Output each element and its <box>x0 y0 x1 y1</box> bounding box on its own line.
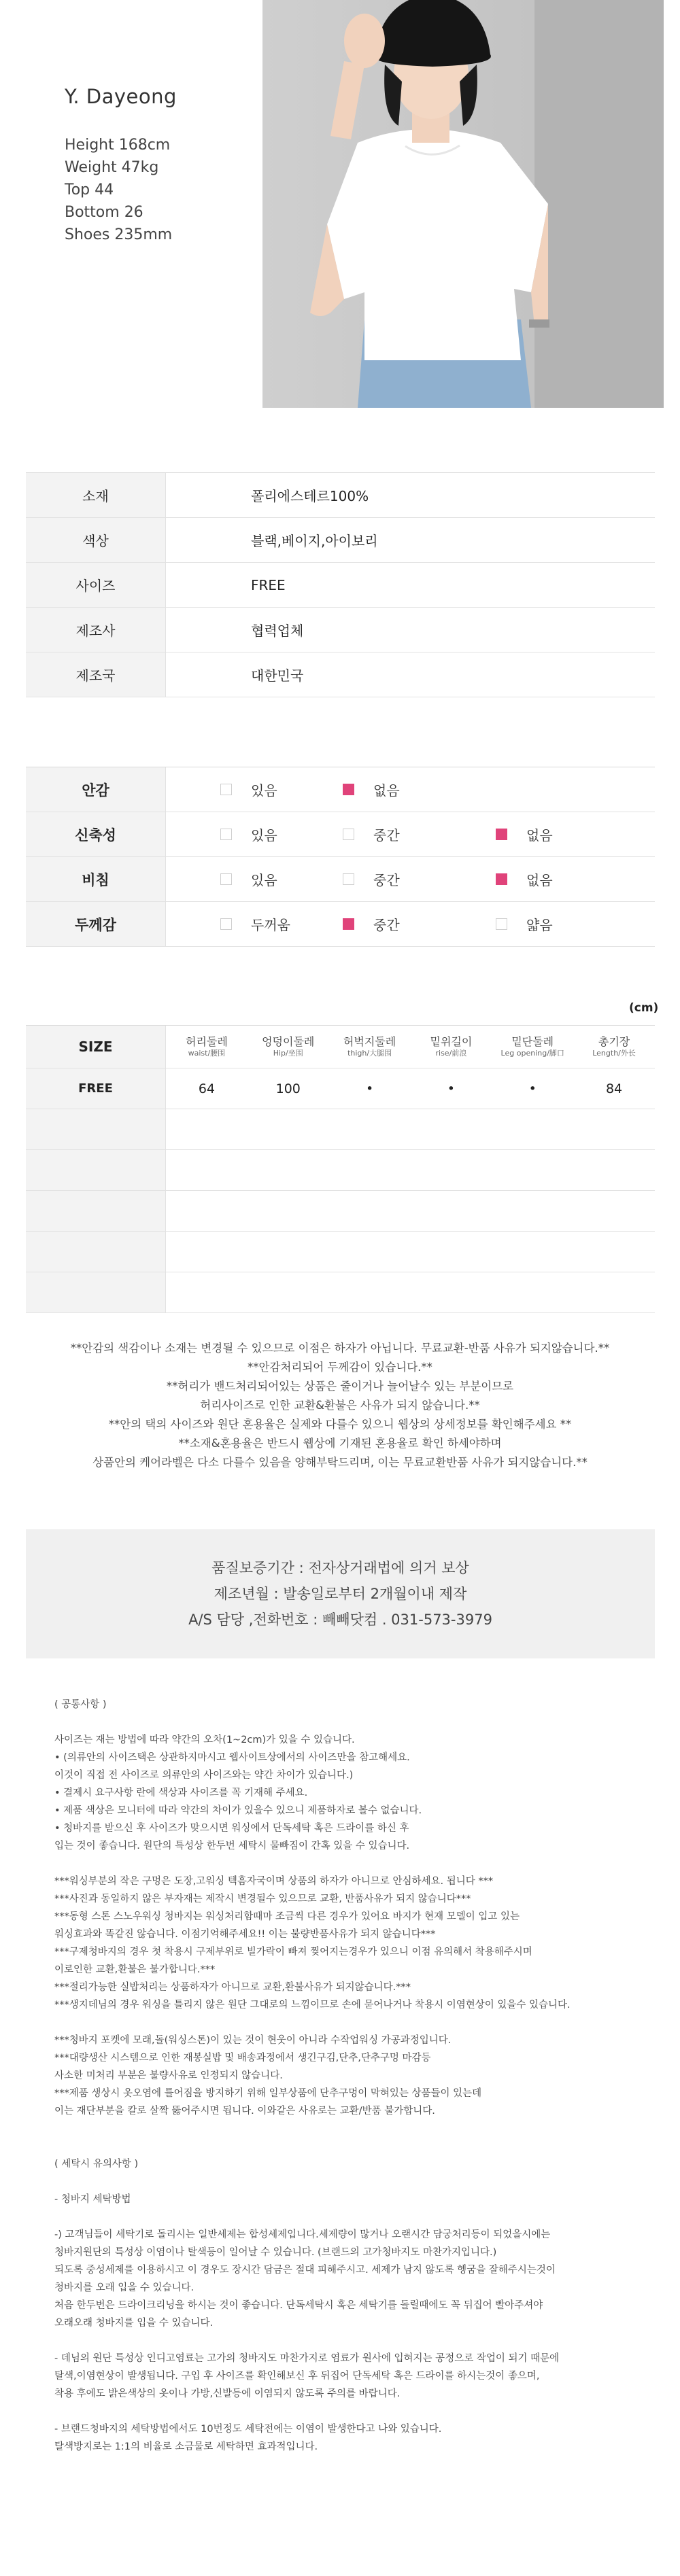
rating-option <box>220 857 277 901</box>
manufacture-date: 제조년월 : 발송일로부터 2개월이내 제작 <box>214 1586 467 1602</box>
checkbox-checked-icon <box>343 784 354 795</box>
column-en: rise/前浪 <box>435 1049 467 1058</box>
rating-row-thickness <box>26 902 655 947</box>
body-line: ***대량생산 시스템으로 인한 재봉실밥 및 배송과정에서 생긴구김,단추,단추구멍 마감등 <box>54 2053 431 2064</box>
spacer <box>54 2173 639 2191</box>
model-bottom-size: Bottom 26 <box>65 204 143 221</box>
spec-label: 제조사 <box>26 608 166 652</box>
notice-line: 허리사이즈로 인한 교환&환불은 사유가 되지 않습니다.** <box>200 1399 480 1412</box>
checkbox-checked-icon <box>343 918 354 930</box>
spec-value: 협력업체 <box>251 623 304 639</box>
model-name: Y. Dayeong <box>65 85 177 108</box>
body-line: 이는 재단부분을 칼로 살짝 뚫어주시면 됩니다. 이와같은 사유로는 교환/반품 불가합니다. <box>54 2106 435 2117</box>
checkbox-icon <box>220 918 232 930</box>
notice-line: **안의 택의 사이즈와 원단 혼용율은 실제와 다를수 있으니 웹상의 상세정보를 확인해주세요 ** <box>108 1418 572 1431</box>
rating-row-stretch <box>26 812 655 857</box>
rating-label: 두께감 <box>26 902 166 946</box>
spec-label: 제조국 <box>26 652 166 697</box>
spec-row-size <box>26 563 655 608</box>
body-line: • 청바지를 받으신 후 사이즈가 맞으시면 워싱에서 단독세탁 혹은 드라이를 하신 후 <box>54 1823 409 1834</box>
body-line: • (의류안의 사이즈택은 상관하지마시고 웹사이트상에서의 사이즈만을 참고해세요. <box>54 1752 410 1763</box>
body-line: ***제품 생상시 옷오염에 틀어짐을 방지하기 위해 일부상품에 단추구멍이 막혀있는 상품들이 있는데 <box>54 2088 482 2099</box>
notice-line: **소재&혼용율은 반드시 웹상에 기재된 혼용율로 확인 하세야하며 <box>178 1437 502 1450</box>
rating-row-lining <box>26 767 655 812</box>
model-shoe-size: Shoes 235mm <box>65 226 173 243</box>
spec-row-color <box>26 518 655 563</box>
column-en: thigh/大腿围 <box>347 1049 392 1058</box>
notice-line: **허리가 밴드처리되어있는 상품은 줄이거나 늘어날수 있는 부분이므로 <box>166 1380 514 1393</box>
size-column-header <box>492 1026 573 1068</box>
checkbox-icon <box>220 829 232 840</box>
spec-row-manufacturer <box>26 608 655 652</box>
model-photo-illustration <box>262 0 664 408</box>
size-column-header <box>573 1026 655 1068</box>
spacer <box>54 2014 639 2032</box>
size-header-row <box>26 1026 655 1068</box>
size-row-empty <box>26 1109 655 1150</box>
size-row-empty <box>26 1191 655 1232</box>
rating-label: 안감 <box>26 767 166 812</box>
body-line: 입는 것이 좋습니다. 원단의 특성상 한두번 세탁시 물빠짐이 간혹 있을 수 있습니다. <box>54 1841 410 1851</box>
column-en: waist/腰围 <box>188 1049 226 1058</box>
spacer <box>54 2208 639 2226</box>
notice-line: 상품안의 케어라벨은 다소 다를수 있음을 양해부탁드리며, 이는 무료교환반품 사유가 되지않습니다.** <box>92 1456 588 1469</box>
spec-label: 소재 <box>26 473 166 517</box>
rating-option-label: 중간 <box>373 827 400 843</box>
size-header-label: SIZE <box>26 1026 166 1068</box>
body-line: 처음 한두번은 드라이크리닝을 하시는 것이 좋습니다. 단독세탁시 혹은 세탁기를 돌릴때에도 꼭 뒤집어 빨아주셔야 <box>54 2300 543 2311</box>
rating-option <box>220 767 277 812</box>
column-ko: 밑위길이 <box>430 1035 473 1048</box>
rating-option-label: 얇음 <box>526 917 553 933</box>
body-line: ***구제청바지의 경우 첫 착용시 구제부위로 빌가락이 빠져 찢어지는경우가 있으니 이점 유의해서 착용해주시며 <box>54 1947 532 1957</box>
body-line: ***생지데님의 경우 워싱을 틀리지 않은 원단 그대로의 느낌이므로 손에 묻어나거나 착용시 이염현상이 있을수 있습니다. <box>54 2000 571 2011</box>
checkbox-icon <box>220 873 232 885</box>
body-line: • 결제시 요구사항 란에 색상과 사이즈를 꼭 기재해 주세요. <box>54 1788 308 1798</box>
body-line: 이것이 직접 전 사이즈로 의류안의 사이즈와는 약간 차이가 있습니다.) <box>54 1770 354 1781</box>
spec-label: 색상 <box>26 518 166 562</box>
size-value: 64 <box>198 1081 215 1096</box>
size-value: 100 <box>275 1081 301 1096</box>
size-column-header <box>166 1026 248 1068</box>
spacer <box>54 1855 639 1873</box>
rating-option <box>496 902 553 946</box>
column-en: Leg opening/脚口 <box>500 1049 564 1058</box>
spec-row-material <box>26 473 655 518</box>
as-contact: A/S 담당 ,전화번호 : 빼빼닷컴 . 031-573-3979 <box>188 1612 492 1628</box>
product-notices <box>0 1339 680 1472</box>
rating-option-label: 있음 <box>251 782 277 799</box>
guarantee-box <box>26 1529 655 1658</box>
size-row-label: FREE <box>26 1068 166 1109</box>
rating-option <box>496 857 553 901</box>
model-height: Height 168cm <box>65 137 171 154</box>
rating-option <box>496 812 553 856</box>
spec-value: 대한민국 <box>251 667 304 684</box>
body-line: ***청바지 포켓에 모래,돌(워싱스톤)이 있는 것이 현웃이 아니라 수작업워싱 가공과정입니다. <box>54 2035 452 2046</box>
body-line: ***워싱부분의 작은 구멍은 도장,고워싱 텍흠자국이며 상품의 하자가 아니므로 안심하세요. 됩니다 *** <box>54 1876 494 1887</box>
care-instructions <box>54 1696 639 2456</box>
size-column-header <box>248 1026 329 1068</box>
size-column-header <box>329 1026 411 1068</box>
spec-value: 폴리에스테르100% <box>251 488 369 504</box>
spacer <box>54 1713 639 1731</box>
guarantee-period: 품질보증기간 : 전자상거래법에 의거 보상 <box>211 1560 469 1576</box>
size-value: 84 <box>605 1081 623 1096</box>
rating-label: 신축성 <box>26 812 166 856</box>
size-row-empty <box>26 1150 655 1191</box>
size-value: • <box>365 1081 374 1096</box>
column-ko: 허벅지둘레 <box>343 1035 396 1048</box>
body-line: ***절리가능한 실밥처리는 상품하자가 아니므로 교환,환불사유가 되지않습니다.*** <box>54 1982 411 1993</box>
body-line: 착용 후에도 밝은색상의 옷이나 가방,신발등에 이염되지 않도록 주의를 바랍니다. <box>54 2388 401 2399</box>
checkbox-icon <box>496 918 507 930</box>
body-line: - 브랜드청바지의 세탁방법에서도 10번정도 세탁전에는 이염이 발생한다고 나와 있습니다. <box>54 2424 442 2435</box>
rating-row-sheerness <box>26 857 655 902</box>
size-row-empty <box>26 1272 655 1313</box>
checkbox-icon <box>220 784 232 795</box>
spec-row-country <box>26 652 655 697</box>
body-line: • 제품 색상은 모니터에 따라 약간의 차이가 있을수 있으니 제품하자로 볼수 없습니다. <box>54 1805 422 1816</box>
body-line: - 청바지 세탁방법 <box>54 2194 131 2205</box>
rating-option-label: 있음 <box>251 827 277 843</box>
rating-option-label: 두꺼움 <box>251 917 290 933</box>
spec-label: 사이즈 <box>26 563 166 607</box>
body-line: 청바지원단의 특성상 이염이나 탈색등이 일어날 수 있습니다. (브랜드의 고가청바지도 마찬가지입니다.) <box>54 2247 497 2258</box>
rating-option-label: 없음 <box>526 872 553 888</box>
rating-option <box>343 767 400 812</box>
spacer <box>54 2403 639 2420</box>
model-photo <box>262 0 664 408</box>
spec-value: 블랙,베이지,아이보리 <box>251 533 378 549</box>
rating-option-label: 없음 <box>526 827 553 843</box>
rating-option-label: 있음 <box>251 872 277 888</box>
rating-option <box>220 812 277 856</box>
body-line: 워싱효과와 똑같진 않습니다. 이점기억해주세요!! 이는 불량반품사유가 되지 않습니다*** <box>54 1929 436 1940</box>
rating-option <box>343 902 400 946</box>
size-column-header <box>410 1026 492 1068</box>
body-line: 이로인한 교환,환불은 불가합니다.*** <box>54 1964 216 1975</box>
column-ko: 허리둘레 <box>186 1035 228 1048</box>
checkbox-icon <box>343 873 354 885</box>
model-info <box>65 85 241 246</box>
model-top-size: Top 44 <box>65 181 114 198</box>
size-value: • <box>528 1081 537 1096</box>
body-line: 탈색방지로는 1:1의 비율로 소금물로 세탁하면 효과적입니다. <box>54 2441 318 2452</box>
body-line: ( 세탁시 유의사항 ) <box>54 2159 139 2170</box>
column-en: Length/外长 <box>592 1049 636 1058</box>
rating-label: 비침 <box>26 857 166 901</box>
checkbox-checked-icon <box>496 873 507 885</box>
notice-line: **안감의 색감이나 소재는 변경될 수 있으므로 이점은 하자가 아닙니다. 무료교환-반품 사유가 되지않습니다.** <box>70 1342 610 1355</box>
rating-option-label: 중간 <box>373 917 400 933</box>
size-value: • <box>447 1081 455 1096</box>
column-ko: 엉덩이둘레 <box>262 1035 315 1048</box>
size-unit: (cm) <box>629 1001 659 1015</box>
checkbox-icon <box>343 829 354 840</box>
body-line: -) 고객님들이 세탁기로 돌리시는 일반세제는 합성세제입니다.세제량이 많거나 오랜시간 담궁처리등이 되었을시에는 <box>54 2229 551 2240</box>
body-line: 사소한 미처리 부분은 불량사유로 인정되지 않습니다. <box>54 2070 283 2081</box>
spec-value: FREE <box>251 576 286 593</box>
spacer <box>54 2332 639 2350</box>
rating-option <box>343 812 400 856</box>
body-line: ***동형 스톤 스노우워싱 청바지는 워싱처리함때마 조금씩 다른 경우가 있어요 바지가 현재 모델이 입고 있는 <box>54 1911 520 1922</box>
rating-option-label: 중간 <box>373 872 400 888</box>
rating-option <box>220 902 290 946</box>
fabric-rating-table <box>26 767 655 947</box>
spec-table <box>26 472 655 697</box>
model-weight: Weight 47kg <box>65 159 159 176</box>
size-table <box>26 1025 655 1313</box>
body-line: - 데님의 원단 특성상 인디고염료는 고가의 청바지도 마찬가지로 염료가 원사에 입혀지는 공정으로 작업이 되기 때문에 <box>54 2353 560 2364</box>
body-line: 오래오래 청바지를 입을 수 있습니다. <box>54 2318 214 2329</box>
body-line: ( 공통사항 ) <box>54 1699 107 1710</box>
column-en: Hip/坐围 <box>273 1049 303 1058</box>
size-row-free <box>26 1068 655 1109</box>
column-ko: 밑단둘레 <box>511 1035 554 1048</box>
body-line: 탈색,이염현상이 발생됩니다. 구입 후 사이즈를 확인해보신 후 뒤집어 단독세탁 혹은 드라이를 하시는것이 좋으며, <box>54 2371 540 2382</box>
body-line: ***사진과 동일하지 않은 부자재는 제작시 변경될수 있으므로 교환, 반품사유가 되지 않습니다*** <box>54 1894 471 1904</box>
rating-option-label: 없음 <box>373 782 400 799</box>
column-ko: 총기장 <box>598 1035 630 1048</box>
body-line: 청바지를 오래 입을 수 있습니다. <box>54 2282 194 2293</box>
spacer <box>54 2138 639 2155</box>
body-line: 되도록 중성세제를 이용하시고 이 경우도 장시간 담금은 절대 피해주시고. 세제가 남지 않도록 헹굼을 잘해주시는것이 <box>54 2265 556 2276</box>
rating-option <box>343 857 400 901</box>
notice-line: **안감처리되어 두께감이 있습니다.** <box>248 1361 432 1374</box>
checkbox-checked-icon <box>496 829 507 840</box>
size-row-empty <box>26 1232 655 1272</box>
spacer <box>54 2120 639 2138</box>
body-line: 사이즈는 재는 방법에 따라 약간의 오차(1~2cm)가 있을 수 있습니다. <box>54 1735 355 1745</box>
